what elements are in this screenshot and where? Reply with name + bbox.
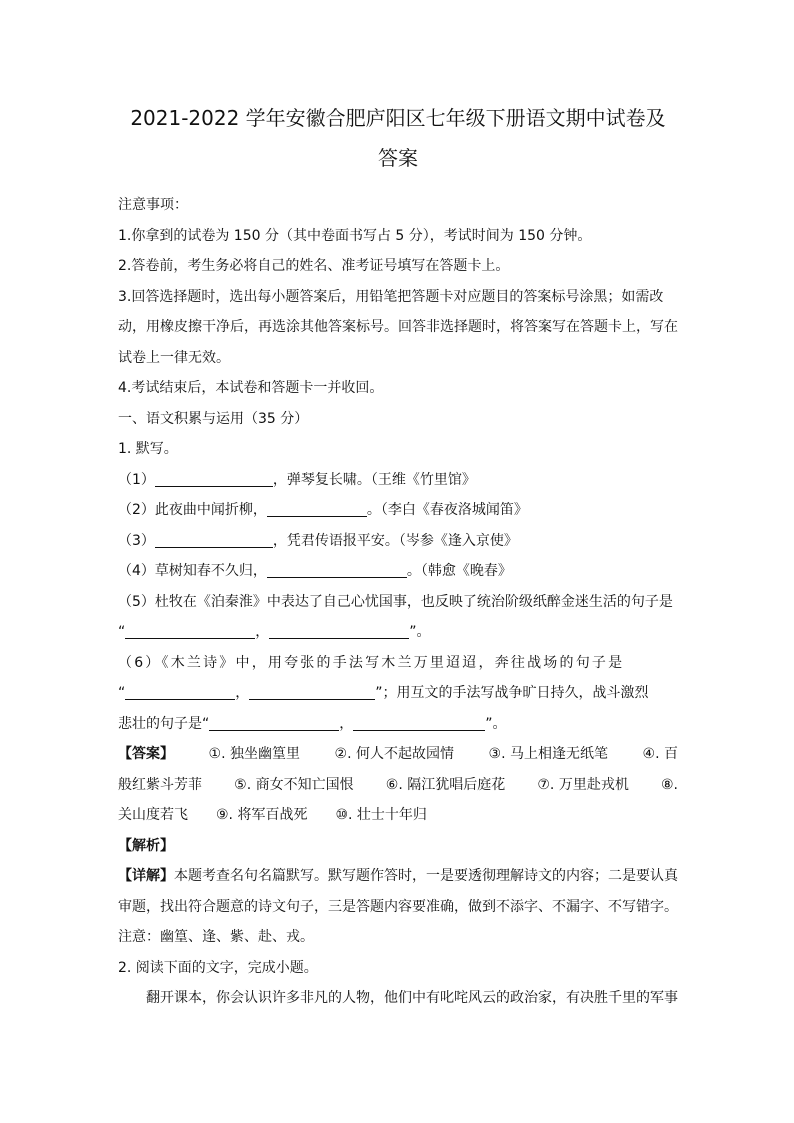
answer-item: 般红紫斗芳菲 xyxy=(118,776,202,793)
answer-row-1 xyxy=(118,739,678,770)
q1-item-1 xyxy=(118,465,678,496)
notice-item-4: 4.考试结束后，本试卷和答题卡一并收回。 xyxy=(118,380,384,396)
comma: ， xyxy=(235,685,250,701)
q1-item-5-blanks xyxy=(118,617,678,648)
page-title-continued: 答案 xyxy=(378,146,418,170)
answer-item: ⑩. 壮士十年归 xyxy=(335,807,427,823)
comma: ， xyxy=(339,715,354,732)
open-quote: “ xyxy=(118,685,126,701)
section-heading: 一、语文积累与运用（35 分） xyxy=(118,410,309,427)
fill-blank xyxy=(267,500,367,517)
answer-item: ⑨. 将军百战死 xyxy=(216,807,308,823)
q1-item-6-continuation: ”；用互文的手法写战争旷日持久，战斗激烈 xyxy=(375,685,649,701)
q1-item-4 xyxy=(118,556,678,587)
question-2-passage: 翻开课本，你会认识许多非凡的人物，他们中有叱咤风云的政治家，有决胜千里的军事 xyxy=(146,990,678,1006)
answer-row-3 xyxy=(118,800,678,831)
answer-item: ①. 独坐幽篁里 xyxy=(208,746,300,762)
title-block xyxy=(118,98,678,178)
q1-item-6-tail-text: 悲壮的句子是“ xyxy=(118,715,210,732)
close-quote: ”。 xyxy=(485,715,507,732)
q1-item-6-blanks xyxy=(118,678,678,709)
fill-blank xyxy=(267,561,407,578)
fill-blank xyxy=(125,622,255,639)
q1-item-3 xyxy=(118,526,678,557)
answer-item: ③. 马上相逢无纸笔 xyxy=(488,746,608,762)
q1-item-6-tail xyxy=(118,709,678,740)
answer-item: ②. 何人不起故园情 xyxy=(334,746,454,762)
fill-blank xyxy=(353,714,485,731)
q1-item-1-text: ，弹琴复长啸。（王维《竹里馆》 xyxy=(272,471,476,488)
notice-item-2: 2.答卷前，考生务必将自己的姓名、准考证号填写在答题卡上。 xyxy=(118,258,510,274)
q1-item-6: （6）《木兰诗》中，用夸张的手法写木兰万里迢迢，奔往战场的句子是 xyxy=(118,654,625,671)
q1-item-5: （5）杜牧在《泊秦淮》中表达了自己心忧国事，也反映了统治阶级纸醉金迷生活的句子是 xyxy=(118,593,673,610)
q1-item-1-number: （1） xyxy=(118,471,155,488)
q1-item-3-text: ，凭君传语报平安。（岑参《逢入京使》 xyxy=(272,532,518,549)
exam-page xyxy=(118,98,678,1014)
fill-blank xyxy=(155,470,273,487)
analysis-label: 【解析】 xyxy=(118,837,174,854)
q1-item-4-source: 。（韩愈《晚春》 xyxy=(406,563,512,579)
open-quote: “ xyxy=(118,624,126,640)
question-1-label: 1. 默写。 xyxy=(118,441,178,457)
q1-item-4-text: （4）草树知春不久归， xyxy=(118,563,267,579)
fill-blank xyxy=(249,683,375,700)
notice-item-3: 3.回答选择题时，选出每小题答案后，用铅笔把答题卡对应题目的答案标号涂黑；如需改动，用橡皮擦干净后，再选涂其他答案标号。回答非选择题时，将答案写在答题卡上，写在试卷上一律无效。 xyxy=(118,288,678,366)
answer-label: 【答案】 xyxy=(118,746,174,762)
detail-text: 本题考查名句名篇默写。默写题作答时，一是要透彻理解诗文的内容；二是要认真审题，找出符合题意的诗文句子，三是答题内容要准确，做到不添字、不漏字、不写错字。注意：幽篁、逢、紫、赴、戎。 xyxy=(118,868,678,945)
answer-item: ⑦. 万里赴戎机 xyxy=(537,776,629,793)
fill-blank xyxy=(209,714,339,731)
fill-blank xyxy=(155,531,273,548)
fill-blank xyxy=(269,622,409,639)
answer-item: ⑧. xyxy=(660,776,678,793)
answer-item: ⑤. 商女不知亡国恨 xyxy=(234,776,354,793)
answer-item: 关山度若飞 xyxy=(118,807,188,823)
comma: ， xyxy=(255,624,270,640)
answer-item: ⑥. 隔江犹唱后庭花 xyxy=(385,776,506,793)
close-quote: ”。 xyxy=(409,624,431,640)
answer-item: ④. 百 xyxy=(642,746,678,762)
notice-item-1: 1.你拿到的试卷为 150 分（其中卷面书写占 5 分），考试时间为 150 分钟。 xyxy=(118,227,592,244)
q1-item-2 xyxy=(118,495,678,526)
answer-row-2 xyxy=(118,770,678,801)
q1-item-2-source: 。（李白《春夜洛城闻笛》 xyxy=(366,502,528,518)
notice-heading: 注意事项： xyxy=(118,197,188,213)
question-2-label: 2. 阅读下面的文字，完成小题。 xyxy=(118,959,318,976)
fill-blank xyxy=(125,683,235,700)
page-title: 2021-2022 学年安徽合肥庐阳区七年级下册语文期中试卷及 xyxy=(130,106,666,130)
q1-item-3-number: （3） xyxy=(118,532,155,549)
detail-paragraph xyxy=(118,861,678,953)
detail-label: 【详解】 xyxy=(118,868,174,884)
q1-item-2-text: （2）此夜曲中闻折柳， xyxy=(118,502,267,518)
